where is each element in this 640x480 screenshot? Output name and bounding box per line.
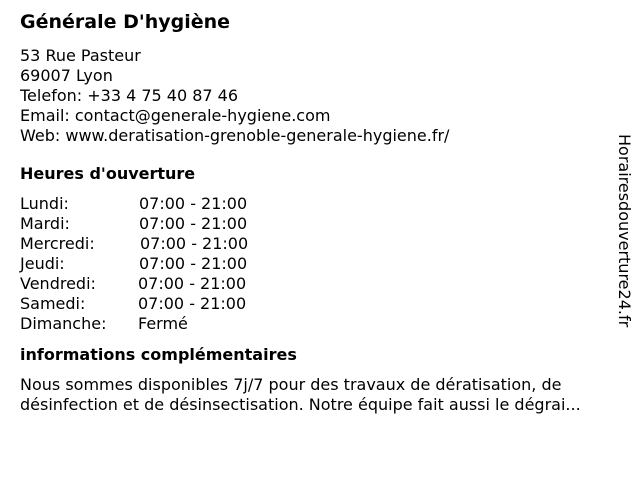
business-card [20,10,620,415]
hours-row-sunday [20,314,620,334]
day-label: Jeudi: [20,254,65,273]
time-value: 07:00 - 21:00 [139,194,248,213]
hours-row-tuesday [20,214,620,234]
website-line: Web: www.deratisation-grenoble-generale-hygiene.fr/ [20,126,450,145]
phone-line: Telefon: +33 4 75 40 87 46 [20,86,239,105]
hours-row-monday [20,194,620,214]
time-value: 07:00 - 21:00 [139,254,248,273]
hours-row-saturday [20,294,620,314]
time-value: 07:00 - 21:00 [138,274,247,293]
day-label: Vendredi: [20,274,96,293]
address-city: 69007 Lyon [20,66,113,85]
additional-info-title: informations complémentaires [20,345,297,364]
business-name: Générale D'hygiène [20,11,231,33]
watermark [612,134,636,344]
hours-row-thursday [20,254,620,274]
time-value: 07:00 - 21:00 [139,214,248,233]
hours-row-friday [20,274,620,294]
day-label: Samedi: [20,294,86,313]
day-label: Dimanche: [20,314,107,333]
time-value: Fermé [138,314,188,333]
time-value: 07:00 - 21:00 [138,294,247,313]
day-label: Mercredi: [20,234,95,253]
day-label: Lundi: [20,194,69,213]
opening-hours-title: Heures d'ouverture [20,164,196,183]
email-line: Email: contact@generale-hygiene.com [20,106,331,125]
additional-info-text: Nous sommes disponibles 7j/7 pour des travaux de dératisation, de désinfection et de désinsectisation. Notre équipe fait aussi le dégrai... [20,375,581,414]
hours-row-wednesday [20,234,620,254]
opening-hours-table [20,194,620,334]
time-value: 07:00 - 21:00 [140,234,249,253]
day-label: Mardi: [20,214,70,233]
address-street: 53 Rue Pasteur [20,46,141,65]
watermark-text: Horairesdouverture24.fr [615,134,634,328]
